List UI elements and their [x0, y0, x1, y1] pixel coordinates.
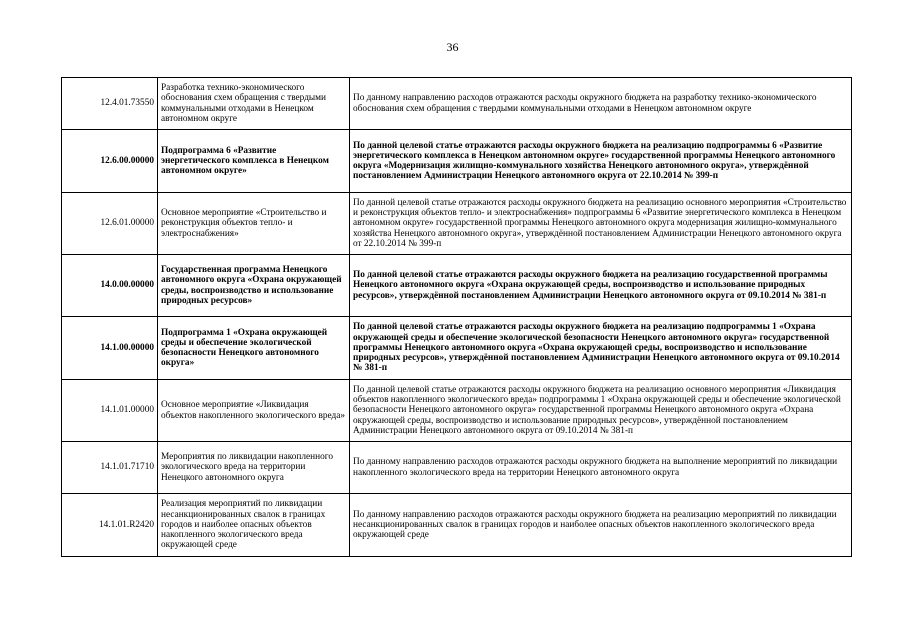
- target-article-name: Разработка технико-экономического обоснования схем обращения с твердыми коммунальными отходами в Ненецком автономном округе: [158, 78, 350, 130]
- target-article-description: По данной целевой статье отражаются расходы окружного бюджета на реализацию государственной программы Ненецкого автономного округа «Охрана окружающей среды, воспроизводство и использование природных ресурсов», утверждённой постановлением Администрации Ненецкого автономного округа от 09.10.2014 № 381-п: [350, 255, 852, 317]
- target-article-name: Подпрограмма 6 «Развитие энергетического комплекса в Ненецком автономном округе»: [158, 130, 350, 193]
- target-article-code: 14.1.01.71710: [62, 442, 158, 494]
- target-article-description: По данному направлению расходов отражаются расходы окружного бюджета на выполнение мероприятий по ликвидации накопленного экологического вреда на территории Ненецкого автономного округа: [350, 442, 852, 494]
- target-article-name: Государственная программа Ненецкого автономного округа «Охрана окружающей среды, воспроизводство и использование природных ресурсов»: [158, 255, 350, 317]
- target-article-description: По данной целевой статье отражаются расходы окружного бюджета на реализацию основного мероприятия «Ликвидация объектов накопленного экологического вреда» подпрограммы 1 «Охрана окружающей среды и обеспечение экологической безопасности Ненецкого автономного округа» государственной программы Ненецкого автономного округа «Охрана окружающей среды, воспроизводство и использование природных ресурсов», утверждённой постановлением Администрации Ненецкого автономного округа от 09.10.2014 № 381-п: [350, 380, 852, 442]
- page-number: 36: [446, 40, 459, 54]
- target-article-code: 14.1.01.00000: [62, 380, 158, 442]
- table-row: [62, 255, 852, 317]
- target-article-name: Основное мероприятие «Ликвидация объектов накопленного экологического вреда»: [158, 380, 350, 442]
- target-article-code: 12.6.01.00000: [62, 193, 158, 255]
- table-row: [62, 494, 852, 557]
- target-article-description: По данному направлению расходов отражаются расходы окружного бюджета на разработку технико-экономического обоснования схем обращения с твердыми коммунальными отходами в Ненецком автономном округе: [350, 78, 852, 130]
- table-row: [62, 317, 852, 380]
- table-row: [62, 130, 852, 193]
- target-article-description: По данной целевой статье отражаются расходы окружного бюджета на реализацию основного мероприятия «Строительство и реконструкция объектов тепло- и электроснабжения» подпрограммы 6 «Развитие энергетического комплекса в Ненецком автономном округе» государственной программы Ненецкого автономного округа модернизация жилищно-коммунального хозяйства Ненецкого автономного округа», утверждённой постановлением Администрации Ненецкого автономного округа от 22.10.2014 № 399-п: [350, 193, 852, 255]
- target-article-code: 14.1.01.R2420: [62, 494, 158, 557]
- target-article-name: Подпрограмма 1 «Охрана окружающей среды и обеспечение экологической безопасности Ненецкого автономного округа»: [158, 317, 350, 380]
- target-article-name: Реализация мероприятий по ликвидации несанкционированных свалок в границах городов и наиболее опасных объектов накопленного экологического вреда окружающей среде: [158, 494, 350, 557]
- target-article-code: 14.1.00.00000: [62, 317, 158, 380]
- target-article-description: По данному направлению расходов отражаются расходы окружного бюджета на реализацию мероприятий по ликвидации несанкционированных свалок в границах городов и наиболее опасных объектов накопленного экологического вреда окружающей среде: [350, 494, 852, 557]
- table-row: [62, 193, 852, 255]
- target-article-code: 12.6.00.00000: [62, 130, 158, 193]
- table-row: [62, 78, 852, 130]
- table-row: [62, 442, 852, 494]
- budget-classification-table: [61, 77, 852, 557]
- table-row: [62, 380, 852, 442]
- target-article-code: 12.4.01.73550: [62, 78, 158, 130]
- target-article-description: По данной целевой статье отражаются расходы окружного бюджета на реализацию подпрограммы 1 «Охрана окружающей среды и обеспечение экологической безопасности Ненецкого автономного округа» государственной программы Ненецкого автономного округа «Охрана окружающей среды, воспроизводство и использование природных ресурсов», утверждённой постановлением Администрации Ненецкого автономного округа от 09.10.2014 № 381-п: [350, 317, 852, 380]
- target-article-code: 14.0.00.00000: [62, 255, 158, 317]
- target-article-name: Мероприятия по ликвидации накопленного экологического вреда на территории Ненецкого автономного округа: [158, 442, 350, 494]
- target-article-name: Основное мероприятие «Строительство и реконструкция объектов тепло- и электроснабжения»: [158, 193, 350, 255]
- target-article-description: По данной целевой статье отражаются расходы окружного бюджета на реализацию подпрограммы 6 «Развитие энергетического комплекса в Ненецком автономном округе» государственной программы Ненецкого автономного округа «Модернизация жилищно-коммунального хозяйства Ненецкого автономного округа», утверждённой постановлением Администрации Ненецкого автономного округа от 22.10.2014 № 399-п: [350, 130, 852, 193]
